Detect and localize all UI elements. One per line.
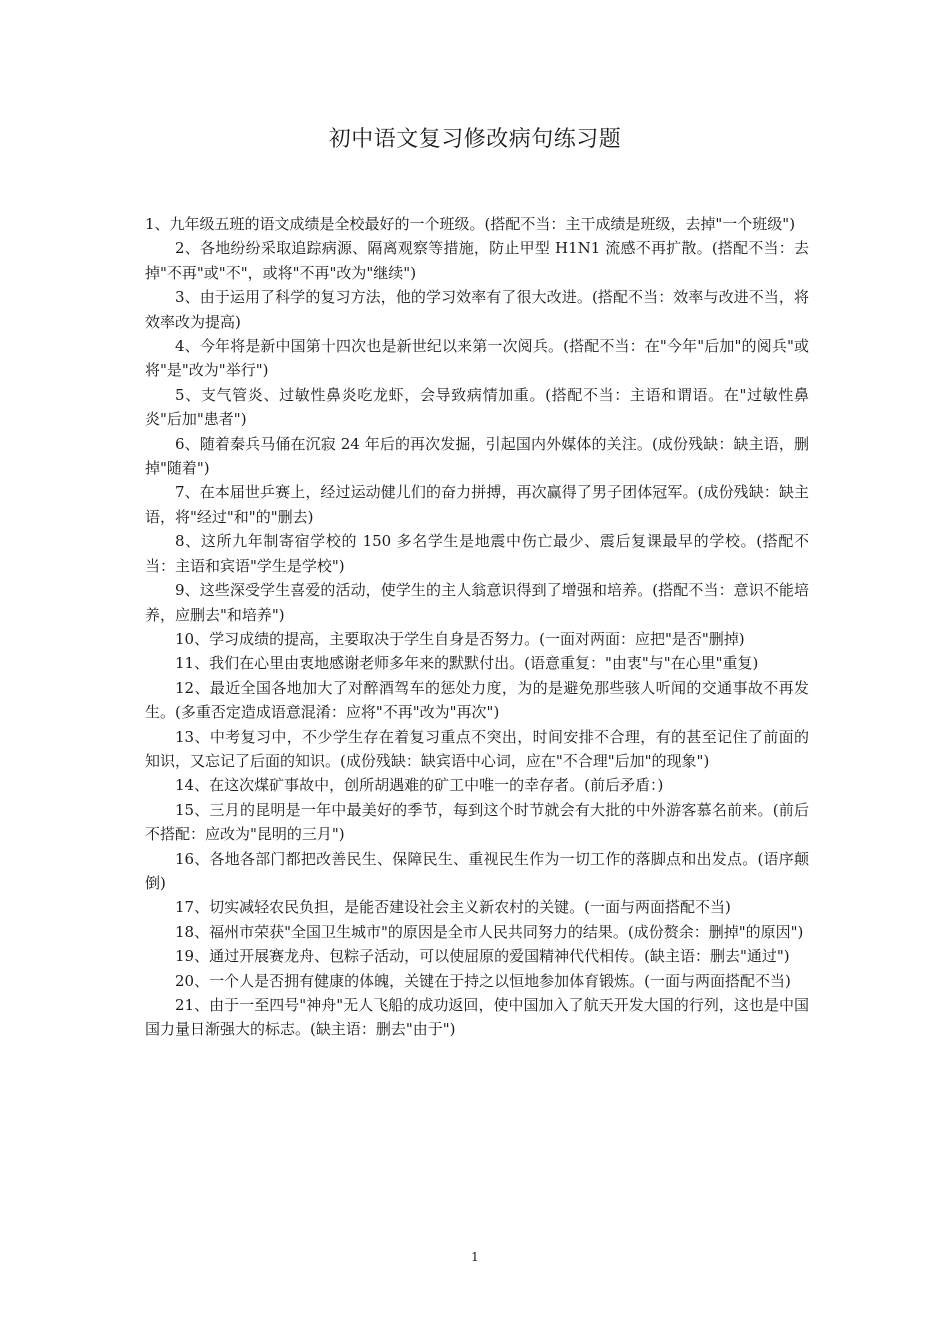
exercise-item: 21、由于一至四号"神舟"无人飞船的成功返回，使中国加入了航天开发大国的行列，这也是中国国力量日渐强大的标志。(缺主语：删去"由于") [145,996,809,1039]
exercise-item: 14、在这次煤矿事故中，创所胡遇难的矿工中唯一的幸存者。(前后矛盾：) [175,776,664,795]
exercise-item: 19、通过开展赛龙舟、包粽子活动，可以使屈原的爱国精神代代相传。(缺主语：删去"通过") [175,947,790,966]
exercise-item: 6、随着秦兵马俑在沉寂 24 年后的再次发掘，引起国内外媒体的关注。(成份残缺：缺主语，删掉"随着") [145,434,809,478]
exercise-item: 16、各地各部门都把改善民生、保障民生、重视民生作为一切工作的落脚点和出发点。(语序颠倒) [145,849,809,892]
exercise-item: 10、学习成绩的提高，主要取决于学生自身是否努力。(一面对两面：应把"是否"删掉) [175,629,745,648]
exercise-item: 7、在本届世乒赛上，经过运动健儿们的奋力拼搏，再次赢得了男子团体冠军。(成份残缺：缺主语，将"经过"和"的"删去) [145,483,809,526]
exercise-item: 20、一个人是否拥有健康的体魄，关键在于持之以恒地参加体育锻炼。(一面与两面搭配不当) [175,971,791,990]
exercise-item: 4、今年将是新中国第十四次也是新世纪以来第一次阅兵。(搭配不当：在"今年"后加"的阅兵"或将"是"改为"举行") [145,337,809,380]
exercise-item: 8、这所九年制寄宿学校的 150 多名学生是地震中伤亡最少、震后复课最早的学校。(搭配不当：主语和宾语"学生是学校") [145,532,809,575]
exercise-item: 9、这些深受学生喜爱的活动，使学生的主人翁意识得到了增强和培养。(搭配不当：意识不能培养，应删去"和培养") [145,581,809,624]
exercise-item: 15、三月的昆明是一年中最美好的季节，每到这个时节就会有大批的中外游客慕名前来。(前后不搭配：应改为"昆明的三月") [145,800,809,844]
exercise-list [145,212,809,1042]
exercise-item: 18、福州市荣获"全国卫生城市"的原因是全市人民共同努力的结果。(成份赘余：删掉"的原因") [175,922,804,941]
exercise-item: 17、切实减轻农民负担，是能否建设社会主义新农村的关键。(一面与两面搭配不当) [175,898,731,917]
exercise-item: 11、我们在心里由衷地感谢老师多年来的默默付出。(语意重复："由衷"与"在心里"重复) [175,654,759,673]
exercise-item: 2、各地纷纷采取追踪病源、隔离观察等措施，防止甲型 H1N1 流感不再扩散。(搭配不当：去掉"不再"或"不"，或将"不再"改为"继续") [145,239,809,282]
exercise-item: 3、由于运用了科学的复习方法，他的学习效率有了很大改进。(搭配不当：效率与改进不当，将效率改为提高) [145,288,809,331]
exercise-item: 5、支气管炎、过敏性鼻炎吃龙虾，会导致病情加重。(搭配不当：主语和谓语。在"过敏性鼻炎"后加"患者") [145,385,809,429]
document-title: 初中语文复习修改病句练习题 [328,127,622,152]
exercise-item: 12、最近全国各地加大了对醉酒驾车的惩处力度，为的是避免那些骇人听闻的交通事故不再发生。(多重否定造成语意混淆：应将"不再"改为"再次") [145,678,809,722]
exercise-item: 13、中考复习中，不少学生存在着复习重点不突出，时间安排不合理，有的甚至记住了前面的知识，又忘记了后面的知识。(成份残缺：缺宾语中心词，应在"不合理"后加"的现象") [145,727,809,770]
page-number: 1 [471,1250,479,1264]
exercise-item: 1、九年级五班的语文成绩是全校最好的一个班级。(搭配不当：主干成绩是班级，去掉"一个班级") [145,215,796,233]
